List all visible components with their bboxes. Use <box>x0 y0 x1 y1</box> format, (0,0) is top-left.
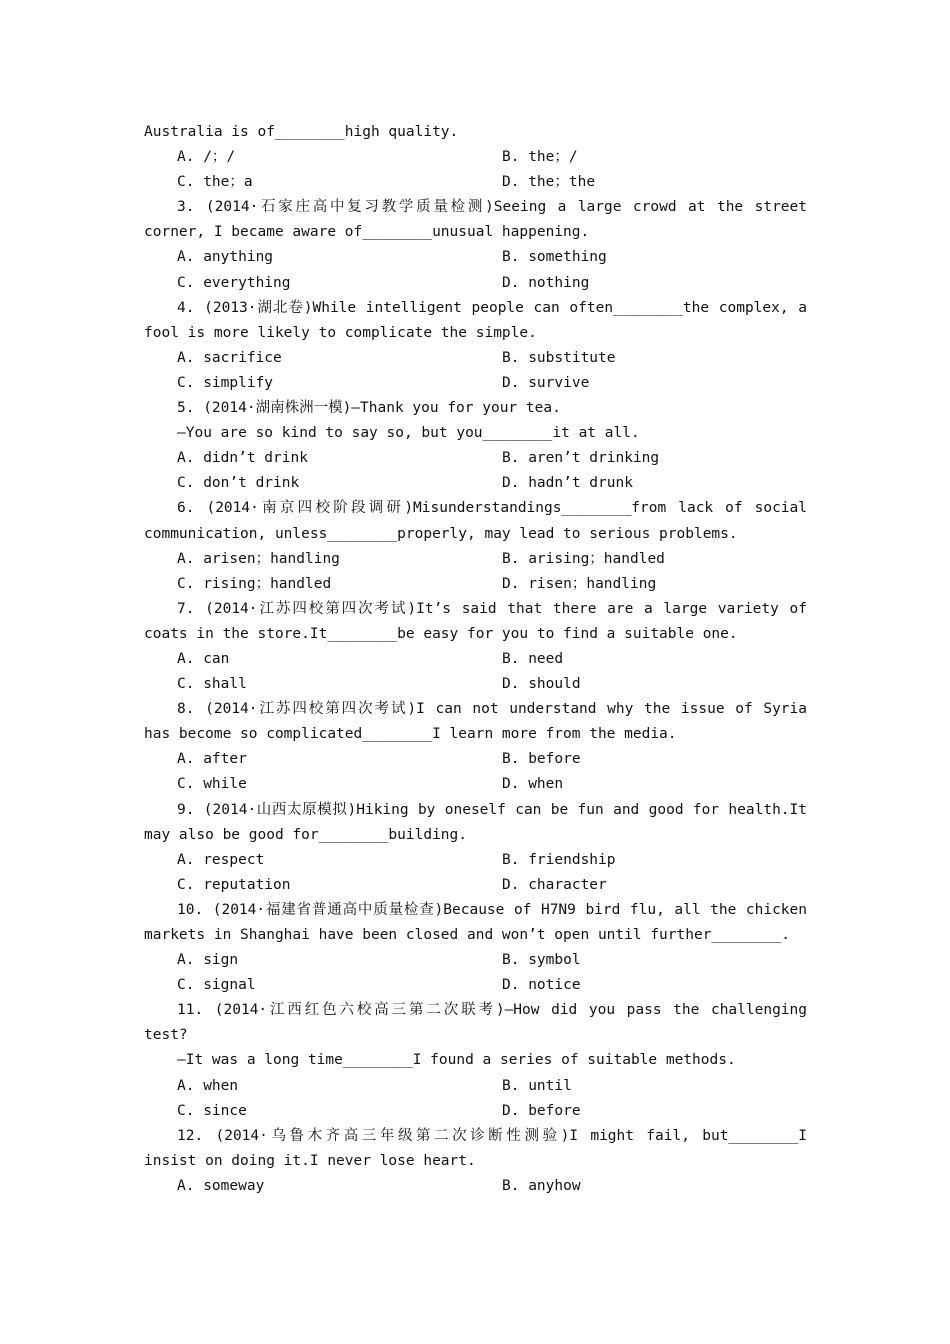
question-5-stem-cont: —You are so kind to say so, but you________it at all. <box>177 425 640 442</box>
option-d: D. hadn’t drunk <box>502 475 633 492</box>
question-4-stem: 4. (2013·湖北卷)While intelligent people can often________the complex, a <box>177 299 807 316</box>
options-row <box>144 371 807 396</box>
option-a: A. didn’t drink <box>177 450 308 467</box>
option-a: A. anything <box>177 249 274 266</box>
option-c: C. simplify <box>177 374 274 391</box>
question-11-stem-reply: —It was a long time________I found a series of suitable methods. <box>177 1052 736 1069</box>
option-c: C. reputation <box>177 876 291 893</box>
option-b: B. friendship <box>502 851 616 868</box>
option-d: D. notice <box>502 977 581 994</box>
options-row <box>144 1174 807 1199</box>
options-row <box>144 973 807 998</box>
question-6-stem-cont: communication, unless________properly, may lead to serious problems. <box>144 525 738 542</box>
question-stem-line: Australia is of________high quality. <box>144 124 459 140</box>
options-row <box>144 873 807 898</box>
option-b: B. something <box>502 249 607 266</box>
option-d: D. character <box>502 876 607 893</box>
question-9-stem-cont: may also be good for________building. <box>144 826 468 843</box>
question-4-stem-cont: fool is more likely to complicate the simple. <box>144 324 537 341</box>
question-12-stem-cont: insist on doing it.I never lose heart. <box>144 1152 476 1169</box>
option-a: A. sign <box>177 952 239 969</box>
option-d: D. before <box>502 1102 581 1119</box>
document-page <box>144 120 807 1199</box>
option-d: D. the；the <box>502 174 596 191</box>
option-a: A. after <box>177 751 247 768</box>
options-row <box>144 271 807 296</box>
option-c: C. signal <box>177 977 256 994</box>
option-b: B. need <box>502 650 564 667</box>
option-a: A. arisen；handling <box>177 550 340 567</box>
options-row <box>144 772 807 797</box>
option-a: A. someway <box>177 1177 265 1194</box>
question-10-stem: 10. (2014·福建省普通高中质量检查)Because of H7N9 bird flu, all the chicken <box>177 901 807 918</box>
options-row <box>144 446 807 471</box>
options-row <box>144 346 807 371</box>
option-c: C. don’t drink <box>177 475 300 492</box>
options-row <box>144 672 807 697</box>
question-5-stem: 5. (2014·湖南株洲一模)—Thank you for your tea. <box>177 400 561 417</box>
options-row <box>144 572 807 597</box>
option-a: A. when <box>177 1077 239 1094</box>
question-3-stem: 3. (2014·石家庄高中复习教学质量检测)Seeing a large crowd at the street <box>177 199 807 216</box>
option-b: B. the；/ <box>502 149 578 166</box>
options-row <box>144 1074 807 1099</box>
options-row <box>144 547 807 572</box>
option-d: D. should <box>502 676 581 693</box>
option-a: A. /；/ <box>177 149 236 166</box>
options-row <box>144 471 807 496</box>
option-b: B. arising；handled <box>502 550 665 567</box>
options-row <box>144 747 807 772</box>
options-row <box>144 848 807 873</box>
question-10-stem-cont: markets in Shanghai have been closed and won’t open until further________. <box>144 927 791 943</box>
question-11-stem: 11. (2014·江西红色六校高三第二次联考)—How did you pass the challenging <box>177 1002 807 1019</box>
option-d: D. nothing <box>502 274 590 291</box>
option-a: A. respect <box>177 851 265 868</box>
options-row <box>144 170 807 195</box>
option-a: A. can <box>177 650 230 667</box>
question-12-stem: 12. (2014·乌鲁木齐高三年级第二次诊断性测验)I might fail, but________I <box>177 1127 807 1144</box>
option-c: C. while <box>177 776 247 793</box>
question-3-stem-cont: corner, I became aware of________unusual happening. <box>144 224 590 241</box>
option-d: D. when <box>502 776 564 793</box>
question-7-stem-cont: coats in the store.It________be easy for you to find a suitable one. <box>144 625 738 642</box>
question-11-stem-cont: test? <box>144 1027 188 1044</box>
question-9-stem: 9. (2014·山西太原模拟)Hiking by oneself can be fun and good for health.It <box>177 801 807 818</box>
option-c: C. shall <box>177 676 247 693</box>
option-c: C. everything <box>177 274 291 291</box>
option-d: D. survive <box>502 374 590 391</box>
option-b: B. before <box>502 751 581 768</box>
question-6-stem: 6. (2014·南京四校阶段调研)Misunderstandings________from lack of social <box>177 500 807 517</box>
option-a: A. sacrifice <box>177 349 282 366</box>
option-c: C. since <box>177 1102 247 1119</box>
option-b: B. until <box>502 1077 572 1094</box>
option-b: B. aren’t drinking <box>502 450 660 467</box>
question-8-stem-cont: has become so complicated________I learn more from the media. <box>144 726 677 743</box>
option-c: C. the；a <box>177 174 253 191</box>
option-c: C. rising；handled <box>177 575 332 592</box>
option-b: B. symbol <box>502 952 581 969</box>
options-row <box>144 948 807 973</box>
options-row <box>144 1099 807 1124</box>
options-row <box>144 145 807 170</box>
option-d: D. risen；handling <box>502 575 657 592</box>
option-b: B. anyhow <box>502 1177 581 1194</box>
options-row <box>144 245 807 270</box>
options-row <box>144 647 807 672</box>
question-7-stem: 7. (2014·江苏四校第四次考试)It’s said that there are a large variety of <box>177 600 807 617</box>
question-8-stem: 8. (2014·江苏四校第四次考试)I can not understand why the issue of Syria <box>177 701 807 718</box>
option-b: B. substitute <box>502 349 616 366</box>
